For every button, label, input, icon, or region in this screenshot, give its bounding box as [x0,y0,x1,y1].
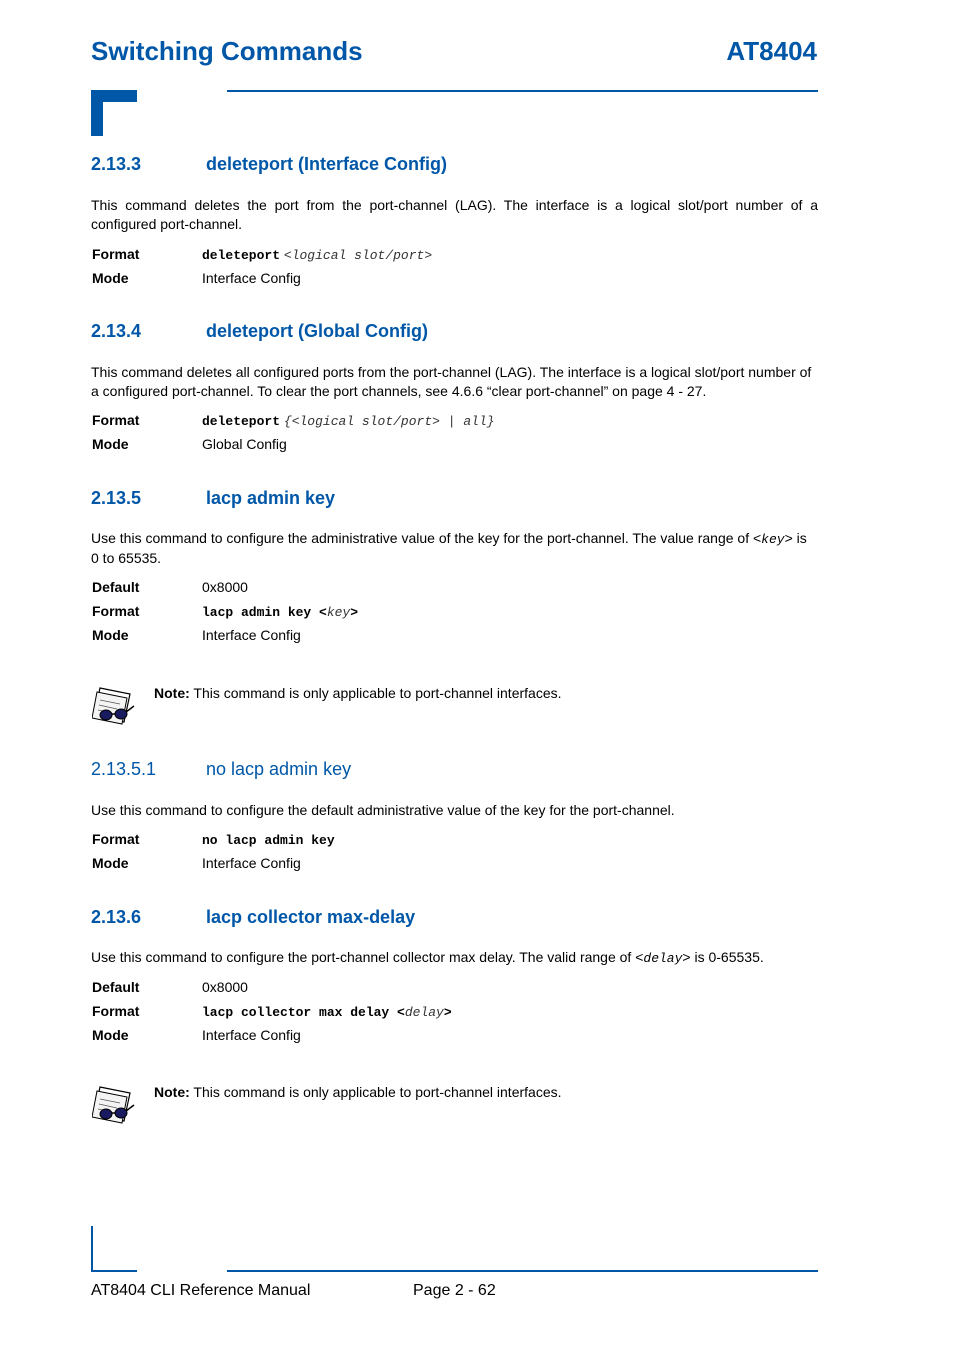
description-argument: delay [643,951,683,966]
description-text: Use this command to configure the administrative value of the key for the port-channel. The value range of < [91,530,762,546]
note-label: Note: [154,1084,190,1100]
command-end: > [350,605,359,620]
section-title: deleteport (Global Config) [206,321,428,341]
note-label: Note: [154,685,190,701]
mode-label: Mode [92,855,129,871]
header-rule [227,90,818,92]
command-text: deleteport [202,414,281,429]
format-value [202,412,495,429]
command-argument: key [326,605,351,620]
description-argument: key [761,532,785,547]
command-text: lacp collector max delay < [202,1005,405,1020]
section-description: This command deletes the port from the port-channel (LAG). The interface is a logical slot/port number of a configured port-channel. [91,197,818,232]
command-text: deleteport [202,248,281,263]
command-end: > [443,1005,452,1020]
section-title: deleteport (Interface Config) [206,154,448,174]
note-body: This command is only applicable to port-channel interfaces. [189,685,562,701]
note-text [154,685,562,701]
format-label: Format [92,246,140,262]
command-text: lacp admin key < [202,605,327,620]
section-description [91,529,818,568]
section-number: 2.13.5.1 [91,759,157,779]
corner-decoration-top [91,90,137,136]
note-glasses-icon [92,684,136,728]
mode-value: Interface Config [202,270,301,286]
mode-label: Mode [92,436,129,452]
description-text: Use this command to configure the port-channel collector max delay. The valid range of < [91,949,644,965]
command-argument: <logical slot/port> [283,248,433,263]
mode-value: Interface Config [202,855,301,871]
default-label: Default [92,579,140,595]
section-description [91,948,818,968]
mode-value: Interface Config [202,1027,301,1043]
mode-label: Mode [92,1027,129,1043]
footer-rule [227,1270,818,1272]
note-body: This command is only applicable to port-channel interfaces. [189,1084,562,1100]
section-number: 2.13.3 [91,154,142,174]
format-label: Format [92,831,140,847]
header-title: Switching Commands [91,36,363,66]
command-argument: delay [404,1005,444,1020]
command-text: no lacp admin key [202,833,335,848]
corner-decoration-bottom [91,1226,137,1272]
format-value [202,1003,452,1020]
default-label: Default [92,979,140,995]
default-value: 0x8000 [202,579,248,595]
header-product: AT8404 [726,36,817,66]
footer-page-number: Page 2 - 62 [413,1282,496,1299]
format-value [202,603,358,620]
note-text [154,1084,562,1100]
format-value [202,246,432,263]
section-title: no lacp admin key [206,759,352,779]
format-label: Format [92,1003,140,1019]
footer-manual-title: AT8404 CLI Reference Manual [91,1282,311,1299]
section-number: 2.13.4 [91,321,142,341]
section-title: lacp collector max-delay [206,907,416,927]
note-glasses-icon [92,1083,136,1127]
description-text-end: > is 0 to 65535. [91,530,807,566]
section-description: Use this command to configure the default administrative value of the key for the port-channel. [91,802,675,818]
description-text-end: > is 0-65535. [682,949,764,965]
section-description: This command deletes all configured ports from the port-channel (LAG). The interface is a logical slot/port number of a configured port-channel. To clear the port channels, see 4.6.6 “clear port-channel” on page 4 - 27. [91,364,812,399]
format-label: Format [92,603,140,619]
mode-value: Global Config [202,436,287,452]
section-number: 2.13.5 [91,488,142,508]
format-value [202,831,335,848]
command-argument: {<logical slot/port> | all} [283,414,495,429]
default-value: 0x8000 [202,979,248,995]
mode-label: Mode [92,270,129,286]
section-title: lacp admin key [206,488,336,508]
format-label: Format [92,412,140,428]
section-number: 2.13.6 [91,907,142,927]
mode-value: Interface Config [202,627,301,643]
mode-label: Mode [92,627,129,643]
